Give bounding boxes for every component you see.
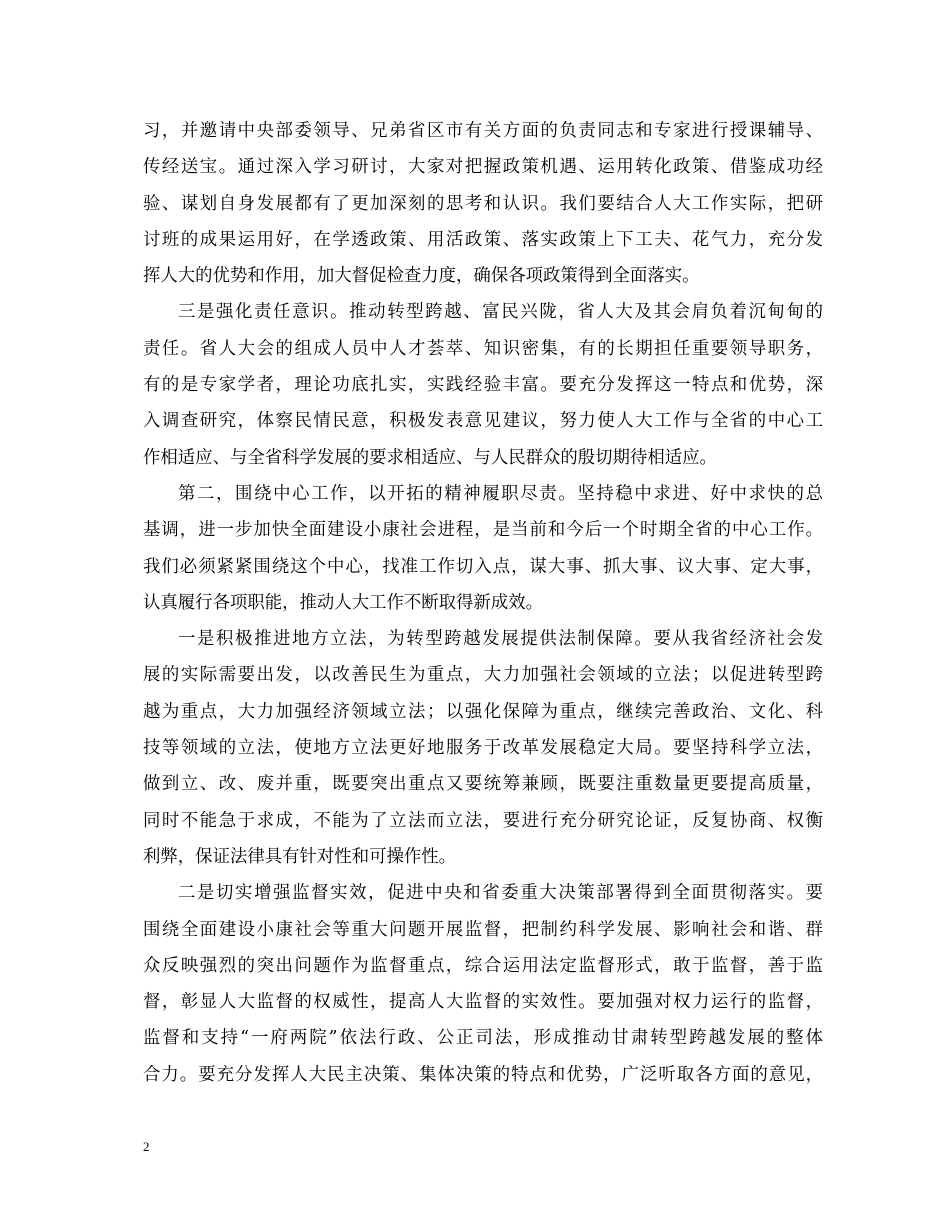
- text-line: 二是切实增强监督实效，促进中央和省委重大决策部署得到全面贯彻落实。要: [178, 883, 823, 904]
- text-line: 基调，进一步加快全面建设小康社会进程，是当前和今后一个时期全省的中心工作。: [143, 520, 823, 541]
- text-line: 监督和支持“一府两院”依法行政、公正司法，形成推动甘肃转型跨越发展的整体: [143, 1028, 823, 1049]
- text-line: 三是强化责任意识。推动转型跨越、富民兴陇，省人大及其会肩负着沉甸甸的: [178, 302, 823, 323]
- paragraph: [143, 294, 823, 475]
- text-line: 展的实际需要出发，以改善民生为重点，大力加强社会领域的立法；以促进转型跨: [143, 665, 823, 686]
- text-line: 合力。要充分发挥人大民主决策、集体决策的特点和优势，广泛听取各方面的意见，: [143, 1064, 823, 1085]
- text-line: 责任。省人大会的组成人员中人才荟萃、知识密集，有的长期担任重要领导职务，: [143, 338, 823, 359]
- page-number: 2: [143, 1139, 150, 1154]
- text-line: 作相适应、与全省科学发展的要求相适应、与人民群众的殷切期待相适应。: [143, 447, 717, 468]
- text-line: 验、谋划自身发展都有了更加深刻的思考和认识。我们要结合人大工作实际，把研: [143, 193, 823, 214]
- text-line: 利弊，保证法律具有针对性和可操作性。: [143, 846, 457, 867]
- text-line: 一是积极推进地方立法，为转型跨越发展提供法制保障。要从我省经济社会发: [178, 629, 823, 650]
- text-line: 督，彰显人大监督的权威性，提高人大监督的实效性。要加强对权力运行的监督，: [143, 992, 823, 1013]
- text-line: 挥人大的优势和作用，加大督促检查力度，确保各项政策得到全面落实。: [143, 266, 700, 287]
- text-line: 有的是专家学者，理论功底扎实，实践经验丰富。要充分发挥这一特点和优势，深: [143, 375, 823, 396]
- text-line: 习，并邀请中央部委领导、兄弟省区市有关方面的负责同志和专家进行授课辅导、: [143, 121, 823, 141]
- text-line: 同时不能急于求成，不能为了立法而立法，要进行充分研究论证，反复协商、权衡: [143, 810, 823, 831]
- text-line: 认真履行各项职能，推动人大工作不断取得新成效。: [143, 592, 543, 613]
- paragraph: [143, 875, 823, 1093]
- text-line: 讨班的成果运用好，在学透政策、用活政策、落实政策上下工夫、花气力，充分发: [143, 229, 823, 250]
- paragraph: [143, 113, 823, 294]
- text-line: 众反映强烈的突出问题作为监督重点，综合运用法定监督形式，敢于监督，善于监: [143, 955, 823, 976]
- document-body: [143, 113, 823, 1093]
- text-line: 传经送宝。通过深入学习研讨，大家对把握政策机遇、运用转化政策、借鉴成功经: [143, 157, 823, 178]
- paragraph: [143, 621, 823, 875]
- text-line: 技等领域的立法，使地方立法更好地服务于改革发展稳定大局。要坚持科学立法，: [143, 738, 823, 759]
- text-line: 越为重点，大力加强经济领域立法；以强化保障为重点，继续完善政治、文化、科: [143, 701, 823, 722]
- text-line: 入调查研究，体察民情民意，积极发表意见建议，努力使人大工作与全省的中心工: [143, 411, 823, 432]
- text-line: 我们必须紧紧围绕这个中心，找准工作切入点，谋大事、抓大事、议大事、定大事，: [143, 556, 823, 577]
- text-line: 第二，围绕中心工作，以开拓的精神履职尽责。坚持稳中求进、好中求快的总: [178, 483, 823, 504]
- text-line: 做到立、改、废并重，既要突出重点又要统筹兼顾，既要注重数量更要提高质量，: [143, 774, 823, 795]
- paragraph: [143, 476, 823, 621]
- text-line: 围绕全面建设小康社会等重大问题开展监督，把制约科学发展、影响社会和谐、群: [143, 919, 823, 940]
